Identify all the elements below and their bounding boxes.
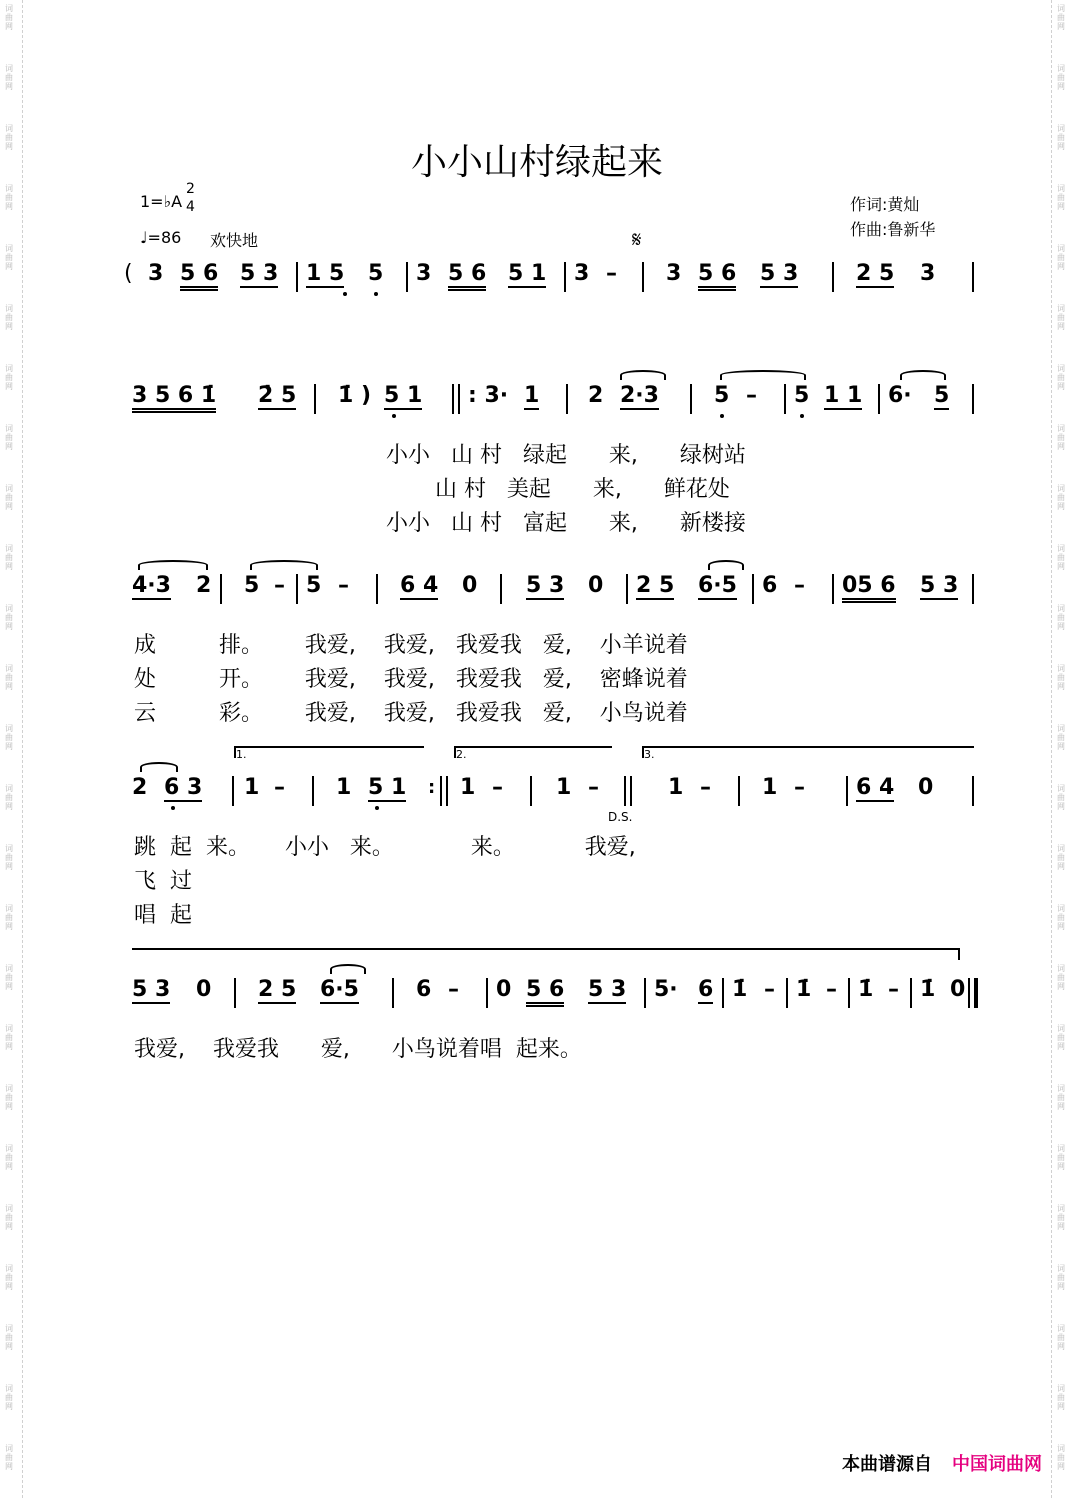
- watermark-text: 词 曲 网: [1057, 1384, 1065, 1411]
- watermark-text: 词 曲 网: [1057, 4, 1065, 31]
- watermark-text: 词 曲 网: [1057, 784, 1065, 811]
- watermark-text: 词 曲 网: [5, 1084, 13, 1111]
- staff-line-1: ( 3 5 6 5 3 1 5 5 3 5 6 5 1 3 – 3 5 6 5 3 2 5 3: [0, 262, 1074, 322]
- watermark-text: 词 曲 网: [5, 964, 13, 991]
- right-watermark-strip: [1051, 0, 1074, 1498]
- watermark-text: 词 曲 网: [5, 484, 13, 511]
- key-signature: 1=♭A: [140, 192, 183, 211]
- time-signature: 2 4: [186, 181, 195, 215]
- lyric-line-4-verse-3: 唱 起: [134, 903, 192, 928]
- composer-credit: 作曲:鲁新华: [850, 220, 936, 239]
- watermark-text: 词 曲 网: [1057, 184, 1065, 211]
- watermark-text: 词 曲 网: [1057, 904, 1065, 931]
- watermark-text: 词 曲 网: [1057, 724, 1065, 751]
- watermark-text: 词 曲 网: [5, 1144, 13, 1171]
- watermark-text: 词 曲 网: [5, 604, 13, 631]
- watermark-text: 词 曲 网: [1057, 304, 1065, 331]
- lyric-line-2-verse-1: 小小 山 村 绿起 来, 绿树站: [386, 443, 746, 468]
- watermark-text: 词 曲 网: [5, 1264, 13, 1291]
- watermark-text: 词 曲 网: [1057, 244, 1065, 271]
- left-watermark-strip: [0, 0, 23, 1498]
- watermark-text: 词 曲 网: [5, 4, 13, 31]
- dal-segno: D.S.: [608, 810, 633, 824]
- watermark-text: 词 曲 网: [1057, 364, 1065, 391]
- lyric-line-2-verse-2: 山 村 美起 来, 鲜花处: [386, 477, 730, 502]
- lyric-line-4-verse-2: 飞 过: [134, 869, 192, 894]
- lyric-line-4-verse-1: 跳 起 来。 小小 来。 来。 我爱,: [134, 835, 636, 860]
- lyric-line-3-verse-3: 云 彩。 我爱, 我爱, 我爱我 爱, 小鸟说着: [134, 701, 688, 726]
- watermark-text: 词 曲 网: [1057, 1264, 1065, 1291]
- volta-3: [642, 746, 974, 758]
- watermark-text: 词 曲 网: [5, 724, 13, 751]
- watermark-text: 词 曲 网: [1057, 484, 1065, 511]
- volta-2: [454, 746, 612, 758]
- watermark-text: 词 曲 网: [5, 124, 13, 151]
- watermark-text: 词 曲 网: [5, 244, 13, 271]
- watermark-text: 词 曲 网: [1057, 424, 1065, 451]
- volta-1: [234, 746, 424, 758]
- sheet-page: 词 曲 网 词 曲 网 词 曲 网 词 曲 网 词 曲 网 词 曲 网 词 曲 网 词 曲 网 词 曲 网 词 曲 网 词 曲 网 词 曲 网 词 曲 网 词 曲 网 词 曲 网 词 曲 网 词 曲 网 词 曲 网 词 曲 网 词 曲 网 词 曲 网 词 曲 网 词 曲 网 词 曲 网 词 曲 网 词 曲 网 词 曲 网 词 曲 网 词 曲 网 词 曲 网 词 曲 网 词 曲 网 词 曲 网 词 曲 网 词 曲 网 词 曲 网 词 曲 网 词 曲 网 词 曲 网 词 曲 网 词 曲 网 词 曲 网 词 曲 网 词 曲 网 词 曲 网 词 曲 网 词 曲 网 词 曲 网 词 曲 网 词 曲 网 小小山村绿起来 1=♭A 2 4 ♩=86 欢快地 作词:黄灿 作曲:鲁新华 𝄋 ( 3 5 6 5 3 1 5 5 3 5 6 5 1 3 – 3 5 6 5 3 2 5 3 3 5 6 1̇ 2̇ 5 1̇ ) 5 1 : 3· 1 2 2·3 5 – 5 1 1 6· 5 小小 山 村 绿起 来, 绿树站 山 村 美起 来, 鲜花处 小小 山 村 富起 来, 新楼接 4·3 2 5 – 5 – 6 4 0 5 3 0 2 5 6·5 6 – 05 6 5 3 成 排。 我爱, 我爱, 我爱我 爱, 小羊说着 处 开。 我爱, 我爱, 我爱我 爱, 密蜂说着 云 彩。 我爱, 我爱, 我爱我 爱, 小鸟说着 1. 2. 3. 2 6 3 1 – 1 5 1 : 1 – 1 – 1 – 1 – 6 4 0 D.S. 跳 起 来。 小小 来。 来。 我爱, 飞 过 唱 起 5 3 0 2 5 6·5 6 – 0 5 6 5 3 5· 6 1̇ – 1̇ – 1̇ – 1̇ 0 我爱, 我爱我 爱, 小鸟说着唱 起来。 本曲谱源自 中国词曲网: [0, 0, 1074, 1498]
- watermark-text: 词 曲 网: [1057, 1204, 1065, 1231]
- watermark-text: 词 曲 网: [5, 544, 13, 571]
- watermark-text: 词 曲 网: [5, 184, 13, 211]
- lyricist-credit: 作词:黄灿: [850, 195, 920, 214]
- watermark-text: 词 曲 网: [1057, 124, 1065, 151]
- watermark-text: 词 曲 网: [5, 424, 13, 451]
- watermark-text: 词 曲 网: [5, 904, 13, 931]
- watermark-text: 词 曲 网: [5, 64, 13, 91]
- staff-line-3: 4·3 2 5 – 5 – 6 4 0 5 3 0 2 5 6·5 6 – 05 6 5 3: [0, 574, 1074, 634]
- lyric-line-3-verse-2: 处 开。 我爱, 我爱, 我爱我 爱, 密蜂说着: [134, 667, 688, 692]
- watermark-text: 词 曲 网: [5, 1324, 13, 1351]
- watermark-text: 词 曲 网: [1057, 64, 1065, 91]
- watermark-text: 词 曲 网: [5, 664, 13, 691]
- song-title: 小小山村绿起来: [410, 142, 663, 183]
- watermark-text: 词 曲 网: [5, 1024, 13, 1051]
- staff-line-4: 2 6 3 1 – 1 5 1 : 1 – 1 – 1 – 1 – 6 4 0: [0, 776, 1074, 836]
- watermark-text: 词 曲 网: [1057, 604, 1065, 631]
- watermark-text: 词 曲 网: [1057, 964, 1065, 991]
- watermark-text: 词 曲 网: [5, 844, 13, 871]
- watermark-text: 词 曲 网: [1057, 664, 1065, 691]
- watermark-text: 词 曲 网: [5, 304, 13, 331]
- watermark-text: 词 曲 网: [1057, 1024, 1065, 1051]
- watermark-text: 词 曲 网: [1057, 544, 1065, 571]
- watermark-text: 词 曲 网: [5, 364, 13, 391]
- site-link[interactable]: 中国词曲网: [952, 1454, 1042, 1475]
- watermark-text: 词 曲 网: [1057, 844, 1065, 871]
- expression-marking: 欢快地: [210, 231, 259, 250]
- watermark-text: 词 曲 网: [5, 784, 13, 811]
- watermark-text: 词 曲 网: [1057, 1084, 1065, 1111]
- phrase-bracket: [132, 948, 960, 960]
- staff-line-2: 3 5 6 1̇ 2̇ 5 1̇ ) 5 1 : 3· 1 2 2·3 5 – 5 1 1 6· 5: [0, 384, 1074, 444]
- watermark-text: 词 曲 网: [1057, 1324, 1065, 1351]
- watermark-text: 词 曲 网: [5, 1384, 13, 1411]
- watermark-text: 词 曲 网: [1057, 1144, 1065, 1171]
- staff-line-5: 5 3 0 2 5 6·5 6 – 0 5 6 5 3 5· 6 1̇ – 1̇ – 1̇ – 1̇ 0: [0, 978, 1074, 1038]
- lyric-line-2-verse-3: 小小 山 村 富起 来, 新楼接: [386, 511, 746, 536]
- segno-icon: 𝄋: [632, 228, 642, 253]
- source-label: 本曲谱源自: [842, 1454, 932, 1475]
- lyric-line-5-verse-1: 我爱, 我爱我 爱, 小鸟说着唱 起来。: [134, 1037, 582, 1062]
- tempo-marking: ♩=86: [140, 228, 182, 247]
- lyric-line-3-verse-1: 成 排。 我爱, 我爱, 我爱我 爱, 小羊说着: [134, 633, 688, 658]
- watermark-text: 词 曲 网: [5, 1204, 13, 1231]
- watermark-text: 词 曲 网: [5, 1444, 13, 1471]
- watermark-text: 词 曲 网: [1057, 1444, 1065, 1471]
